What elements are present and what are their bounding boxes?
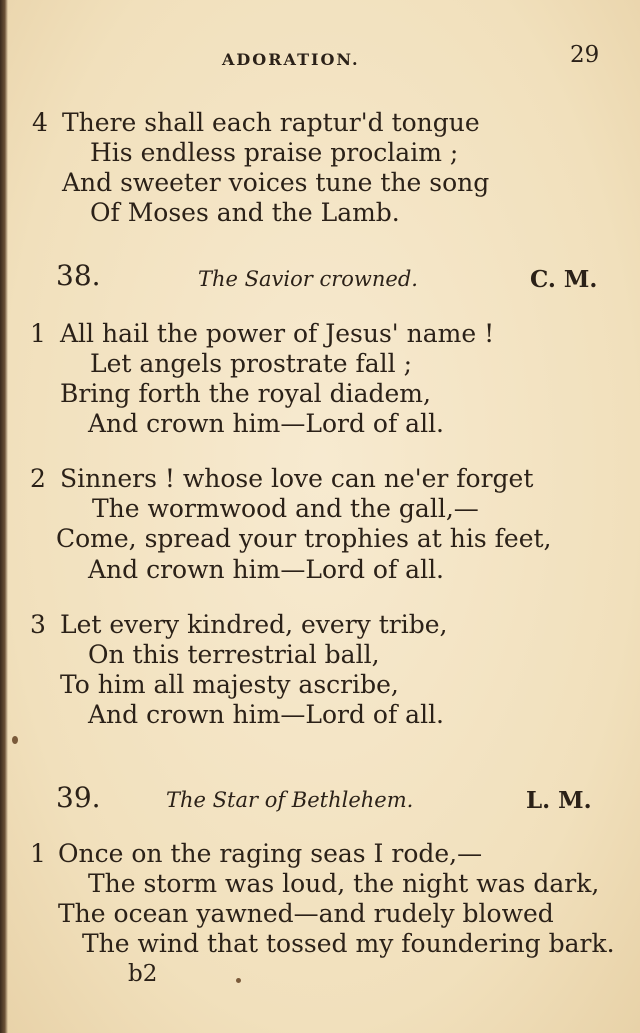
verse-line: The storm was loud, the night was dark,: [88, 869, 600, 898]
hymn-number: 38.: [56, 259, 101, 292]
hymn-title: The Star of Bethlehem.: [166, 788, 414, 812]
verse-line: Sinners ! whose love can ne'er forget: [60, 464, 534, 493]
verse-line: And sweeter voices tune the song: [62, 168, 490, 197]
page-edge-shadow: [0, 0, 8, 1033]
verse-line: On this terrestrial ball,: [88, 640, 380, 669]
verse-line: Once on the raging seas I rode,—: [58, 839, 483, 868]
verse-number: 4: [32, 108, 48, 137]
verse-line: Of Moses and the Lamb.: [90, 198, 400, 227]
verse-line: There shall each raptur'd tongue: [62, 108, 480, 137]
verse-line: To him all majesty ascribe,: [60, 670, 399, 699]
verse-line: And crown him—Lord of all.: [88, 555, 445, 584]
hymn-meter: C. M.: [530, 266, 598, 293]
verse-line: The wormwood and the gall,—: [92, 494, 479, 523]
verse-line: Come, spread your trophies at his feet,: [56, 524, 552, 553]
verse-line: And crown him—Lord of all.: [88, 409, 445, 438]
verse-number: 1: [30, 839, 46, 868]
running-head: ADORATION.: [222, 50, 360, 69]
verse-number: 1: [30, 319, 46, 348]
verse-line: Let angels prostrate fall ;: [90, 349, 413, 378]
page-number: 29: [570, 42, 600, 68]
hymn-number: 39.: [56, 781, 101, 814]
verse-line: The ocean yawned—and rudely blowed: [58, 899, 554, 928]
hymn-meter: L. M.: [526, 787, 592, 814]
verse-line: Let every kindred, every tribe,: [60, 610, 448, 639]
verse-number: 2: [30, 464, 46, 493]
ink-speck: [236, 978, 241, 983]
verse-line: Bring forth the royal diadem,: [60, 379, 431, 408]
verse-line: The wind that tossed my foundering bark.: [82, 929, 615, 958]
verse-line: His endless praise proclaim ;: [90, 138, 459, 167]
verse-line: And crown him—Lord of all.: [88, 700, 445, 729]
ink-speck: [12, 736, 18, 744]
verse-line: All hail the power of Jesus' name !: [60, 319, 495, 348]
verse-number: 3: [30, 610, 46, 639]
hymn-title: The Savior crowned.: [198, 267, 418, 291]
printer-signature: b2: [128, 961, 158, 987]
